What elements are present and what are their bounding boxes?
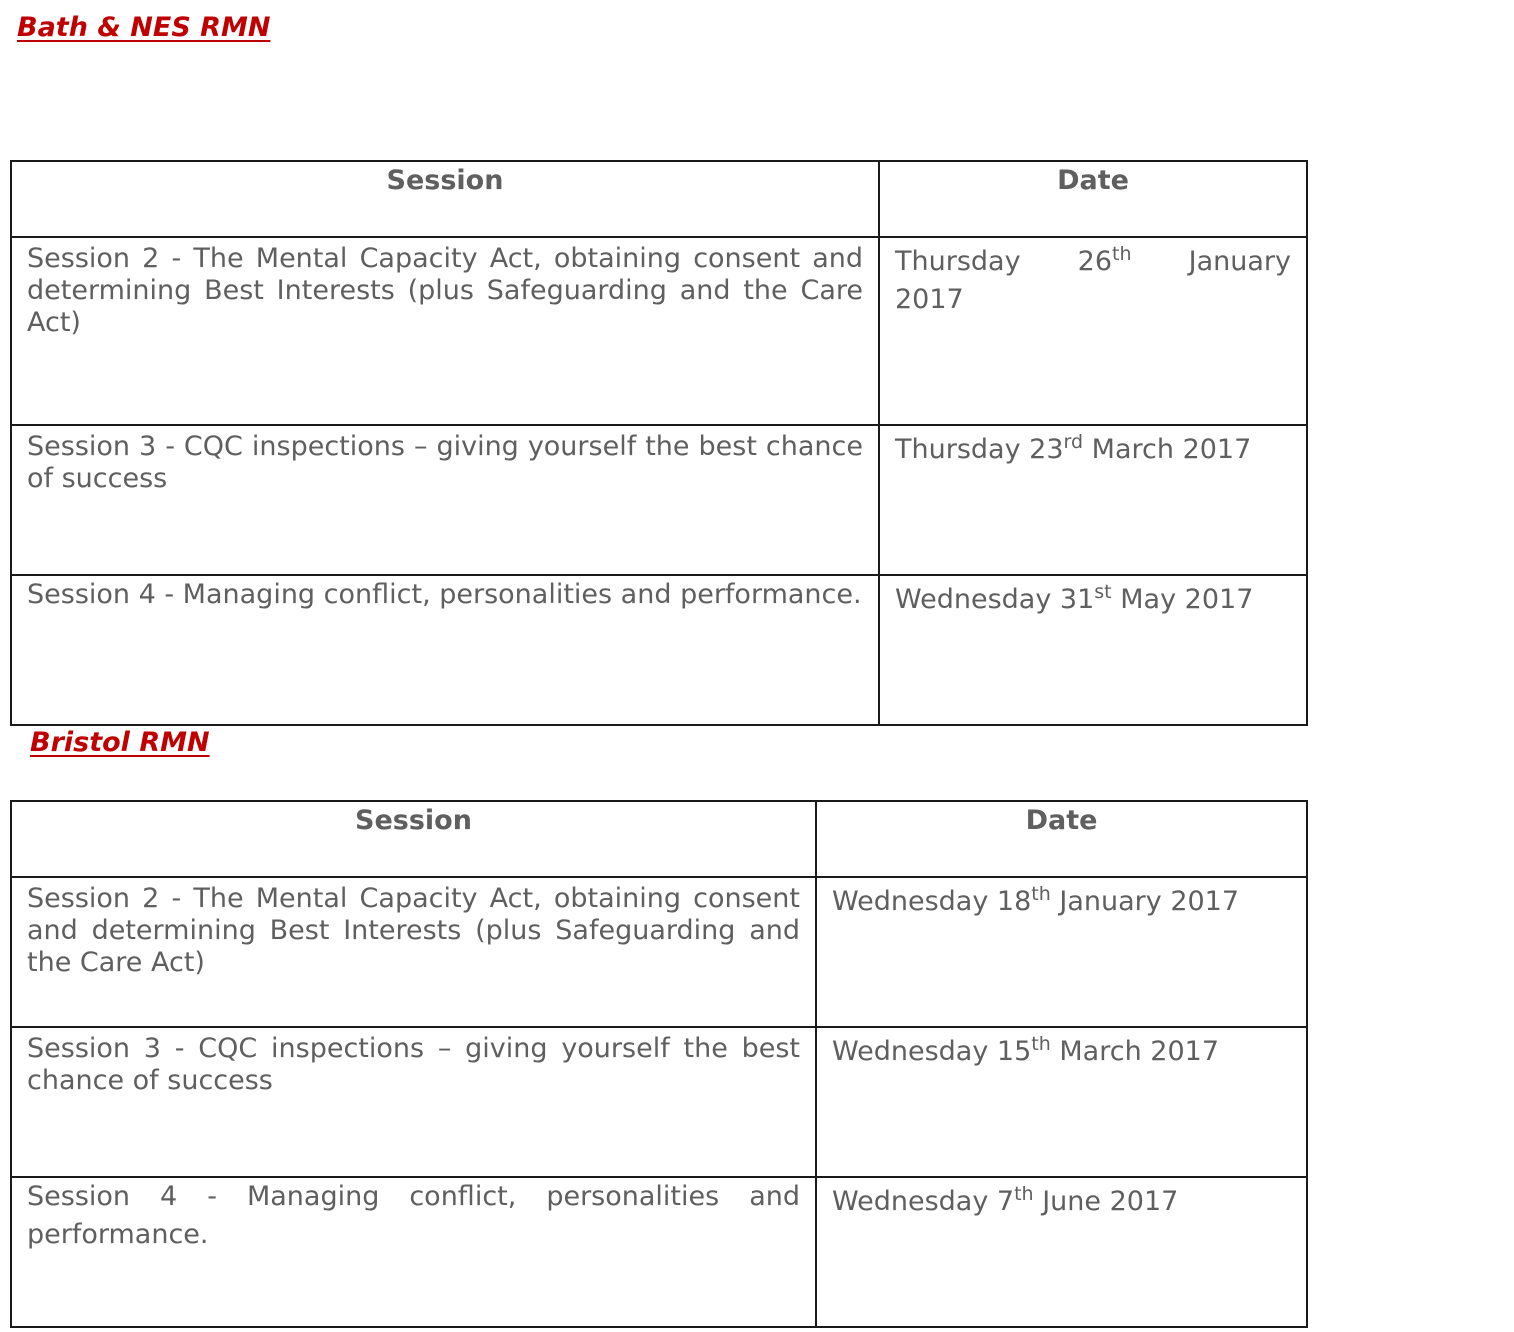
date-month: March bbox=[1091, 434, 1174, 465]
column-header-date: Date bbox=[879, 161, 1307, 237]
date-suffix: th bbox=[1031, 883, 1051, 905]
date-month: January bbox=[1188, 246, 1291, 277]
schedule-table-bristol bbox=[10, 800, 1308, 1328]
column-header-session: Session bbox=[11, 801, 816, 877]
table-row bbox=[11, 877, 1307, 1027]
date-day: 23rd bbox=[1029, 431, 1084, 465]
date-cell bbox=[879, 575, 1307, 725]
date-year: 2017 bbox=[1170, 886, 1240, 917]
date-cell bbox=[879, 425, 1307, 575]
date-weekday: Thursday bbox=[895, 434, 1021, 465]
date-suffix: st bbox=[1094, 581, 1112, 603]
date-weekday: Wednesday bbox=[832, 886, 989, 917]
schedule-table-bath bbox=[10, 160, 1308, 726]
date-month: March bbox=[1059, 1036, 1142, 1067]
date-suffix: rd bbox=[1063, 431, 1084, 453]
date-suffix: th bbox=[1112, 243, 1132, 265]
date-month: January bbox=[1059, 886, 1162, 917]
date-month: May bbox=[1120, 584, 1177, 615]
date-year: 2017 bbox=[1109, 1186, 1179, 1217]
session-cell: Session 4 - Managing conflict, personalities and performance. bbox=[11, 575, 879, 725]
column-header-date: Date bbox=[816, 801, 1307, 877]
date-month: June bbox=[1042, 1186, 1102, 1217]
date-day: 26th bbox=[1077, 243, 1132, 277]
table-row bbox=[11, 237, 1307, 425]
section-heading-bristol: Bristol RMN bbox=[30, 727, 210, 758]
date-cell bbox=[816, 1177, 1307, 1327]
table-row bbox=[11, 575, 1307, 725]
date-weekday: Wednesday bbox=[832, 1036, 989, 1067]
date-weekday: Thursday bbox=[895, 246, 1021, 277]
session-cell: Session 2 - The Mental Capacity Act, obtaining consent and determining Best Interests (plus Safeguarding and the Care Act) bbox=[11, 877, 816, 1027]
table-header-row bbox=[11, 801, 1307, 877]
date-weekday: Wednesday bbox=[895, 584, 1052, 615]
session-cell: Session 4 - Managing conflict, personalities and performance. bbox=[11, 1177, 816, 1327]
date-year: 2017 bbox=[895, 284, 964, 315]
date-day: 31st bbox=[1059, 581, 1112, 615]
session-cell: Session 3 - CQC inspections – giving yourself the best chance of success bbox=[11, 1027, 816, 1177]
date-year: 2017 bbox=[1184, 584, 1254, 615]
session-cell: Session 3 - CQC inspections – giving yourself the best chance of success bbox=[11, 425, 879, 575]
date-suffix: th bbox=[1014, 1183, 1034, 1205]
date-day: 7th bbox=[996, 1183, 1034, 1217]
table-row bbox=[11, 1177, 1307, 1327]
date-year: 2017 bbox=[1150, 1036, 1219, 1067]
date-cell bbox=[816, 877, 1307, 1027]
table-row bbox=[11, 425, 1307, 575]
column-header-session: Session bbox=[11, 161, 879, 237]
table-row bbox=[11, 1027, 1307, 1177]
session-cell: Session 2 - The Mental Capacity Act, obtaining consent and determining Best Interests (plus Safeguarding and the Care Act) bbox=[11, 237, 879, 425]
date-year: 2017 bbox=[1182, 434, 1252, 465]
date-weekday: Wednesday bbox=[832, 1186, 989, 1217]
section-heading-bath: Bath & NES RMN bbox=[17, 12, 271, 43]
date-suffix: th bbox=[1031, 1033, 1051, 1055]
date-cell bbox=[816, 1027, 1307, 1177]
date-line bbox=[895, 243, 1291, 281]
date-cell bbox=[879, 237, 1307, 425]
table-header-row bbox=[11, 161, 1307, 237]
date-day: 18th bbox=[996, 883, 1051, 917]
date-day: 15th bbox=[996, 1033, 1051, 1067]
